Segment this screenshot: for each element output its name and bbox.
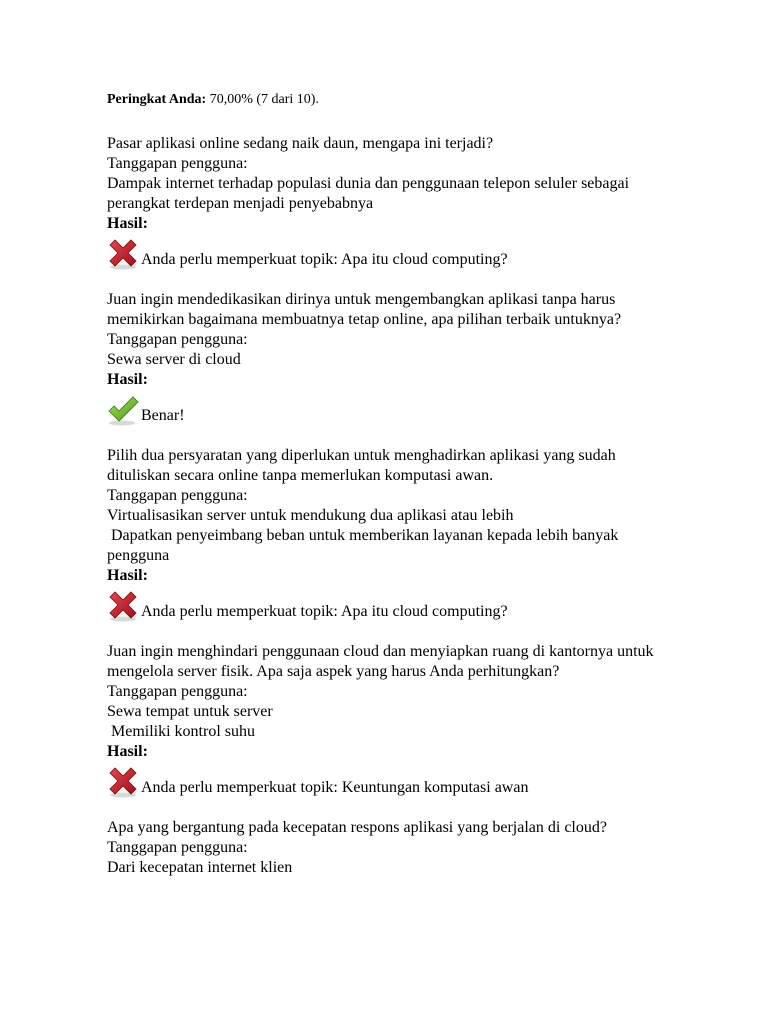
- response-label: Tanggapan pengguna:: [107, 839, 248, 856]
- question-list: [107, 134, 667, 878]
- question-block: [107, 818, 667, 878]
- result-row: [107, 588, 667, 622]
- result-label: Hasil:: [107, 743, 148, 760]
- question-block: [107, 446, 667, 622]
- rating-line: [107, 90, 667, 110]
- wrong-icon: [107, 766, 139, 798]
- result-text: Anda perlu memperkuat topik: Apa itu cloud computing?: [141, 251, 508, 268]
- question-block: [107, 134, 667, 270]
- wrong-icon: [107, 238, 139, 270]
- rating-value: 70,00% (7 dari 10).: [209, 92, 319, 107]
- result-text: Anda perlu memperkuat topik: Apa itu cloud computing?: [141, 603, 508, 620]
- question-block: [107, 642, 667, 798]
- response-label: Tanggapan pengguna:: [107, 487, 248, 504]
- user-answer: Dapatkan penyeimbang beban untuk memberikan layanan kepada lebih banyak pengguna: [107, 527, 623, 564]
- quiz-results: [107, 90, 667, 898]
- response-label: Tanggapan pengguna:: [107, 155, 248, 172]
- rating-label: Peringkat Anda:: [107, 92, 207, 107]
- user-answer: Virtualisasikan server untuk mendukung dua aplikasi atau lebih: [107, 507, 514, 524]
- result-label: Hasil:: [107, 567, 148, 584]
- result-row: [107, 236, 667, 270]
- result-label: Hasil:: [107, 215, 148, 232]
- user-answer: Memiliki kontrol suhu: [107, 723, 255, 740]
- result-label: Hasil:: [107, 371, 148, 388]
- user-answer: Sewa server di cloud: [107, 351, 241, 368]
- user-answer: Dari kecepatan internet klien: [107, 859, 293, 876]
- correct-icon: [107, 394, 139, 426]
- question-text: Juan ingin menghindari penggunaan cloud dan menyiapkan ruang di kantornya untuk mengelola server fisik. Apa saja aspek yang harus Anda perhitungkan?: [107, 643, 658, 680]
- result-row: [107, 392, 667, 426]
- user-answer: Sewa tempat untuk server: [107, 703, 273, 720]
- result-text: Anda perlu memperkuat topik: Keuntungan komputasi awan: [141, 779, 529, 796]
- question-text: Pilih dua persyaratan yang diperlukan untuk menghadirkan aplikasi yang sudah dituliskan secara online tanpa memerlukan komputasi awan.: [107, 447, 620, 484]
- question-block: [107, 290, 667, 426]
- question-text: Pasar aplikasi online sedang naik daun, mengapa ini terjadi?: [107, 135, 494, 152]
- user-answer: Dampak internet terhadap populasi dunia dan penggunaan telepon seluler sebagai perangkat terdepan menjadi penyebabnya: [107, 175, 634, 212]
- question-text: Juan ingin mendedikasikan dirinya untuk mengembangkan aplikasi tanpa harus memikirkan bagaimana membuatnya tetap online, apa pilihan terbaik untuknya?: [107, 291, 622, 328]
- result-text: Benar!: [141, 407, 185, 424]
- response-label: Tanggapan pengguna:: [107, 683, 248, 700]
- response-label: Tanggapan pengguna:: [107, 331, 248, 348]
- result-row: [107, 764, 667, 798]
- wrong-icon: [107, 590, 139, 622]
- question-text: Apa yang bergantung pada kecepatan respons aplikasi yang berjalan di cloud?: [107, 819, 607, 836]
